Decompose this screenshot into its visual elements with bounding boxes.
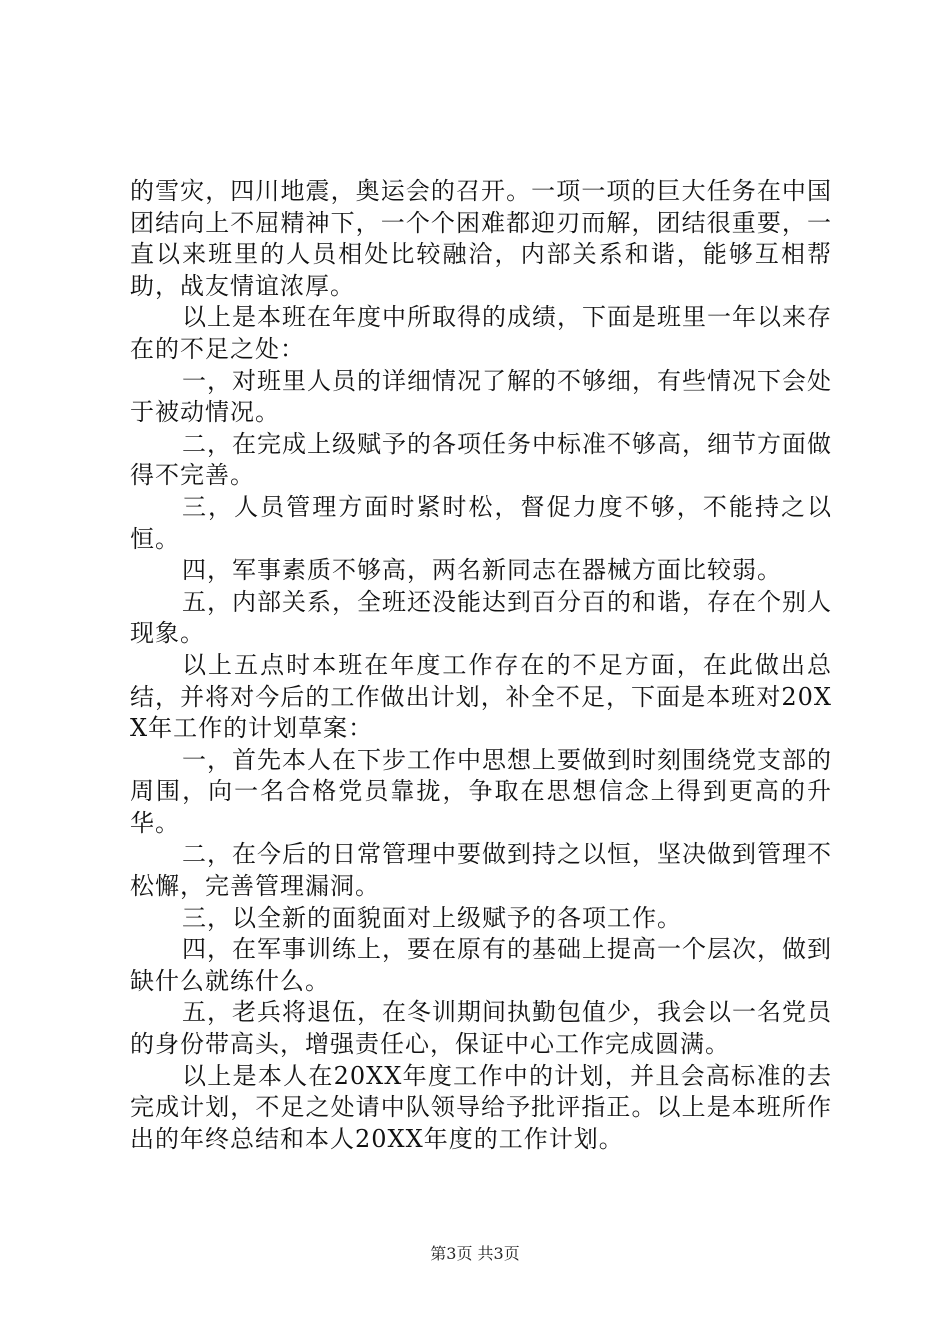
- paragraph-2: 以上是本班在年度中所取得的成绩，下面是班里一年以来存在的不足之处：: [130, 303, 832, 363]
- paragraph-13: 五，老兵将退伍，在冬训期间执勤包值少，我会以一名党员的身份带高头，增强责任心，保证中心工作完成圆满。: [130, 998, 832, 1059]
- document-body: [130, 176, 832, 1155]
- paragraph-14: 以上是本人在20XX年度工作中的计划，并且会高标准的去完成计划，不足之处请中队领导给予批评指正。以上是本班所作出的年终总结和本人20XX年度的工作计划。: [130, 1061, 832, 1153]
- paragraph-5: 三，人员管理方面时紧时松，督促力度不够，不能持之以恒。: [130, 492, 832, 553]
- paragraph-11: 三，以全新的面貌面对上级赋予的各项工作。: [182, 903, 682, 932]
- paragraph-6: 四，军事素质不够高，两名新同志在器械方面比较弱。: [182, 556, 782, 585]
- paragraph-7: 五，内部关系，全班还没能达到百分百的和谐，存在个别人现象。: [130, 587, 832, 648]
- paragraph-8: 以上五点时本班在年度工作存在的不足方面，在此做出总结，并将对今后的工作做出计划，补全不足，下面是本班对20XX年工作的计划草案：: [130, 650, 832, 743]
- paragraph-12: 四，在军事训练上，要在原有的基础上提高一个层次，做到缺什么就练什么。: [130, 935, 832, 995]
- paragraph-4: 二，在完成上级赋予的各项任务中标准不够高，细节方面做得不完善。: [130, 429, 832, 490]
- paragraph-1: 的雪灾，四川地震，奥运会的召开。一项一项的巨大任务在中国团结向上不屈精神下，一个个困难都迎刃而解，团结很重要，一直以来班里的人员相处比较融洽，内部关系和谐，能够互相帮助，战友情谊浓厚。: [130, 177, 832, 300]
- paragraph-10: 二，在今后的日常管理中要做到持之以恒，坚决做到管理不松懈，完善管理漏洞。: [130, 840, 832, 901]
- paragraph-9: 一，首先本人在下步工作中思想上要做到时刻围绕党支部的周围，向一名合格党员靠拢，争取在思想信念上得到更高的升华。: [130, 745, 832, 837]
- page-number-label: 第3页 共3页: [430, 1244, 520, 1263]
- page-footer: [0, 1244, 950, 1264]
- paragraph-3: 一，对班里人员的详细情况了解的不够细，有些情况下会处于被动情况。: [130, 366, 832, 427]
